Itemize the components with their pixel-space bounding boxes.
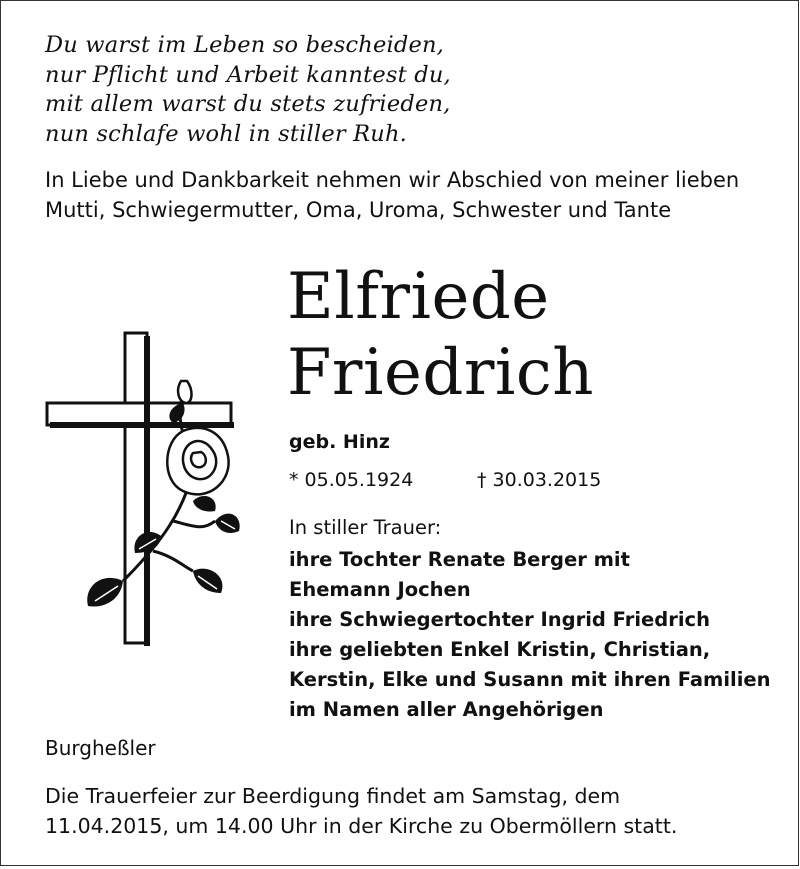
intro-text bbox=[45, 165, 775, 225]
poem bbox=[45, 31, 451, 149]
mourner-line: Ehemann Jochen bbox=[289, 578, 471, 601]
death-date: † 30.03.2015 bbox=[477, 469, 602, 491]
mourner-line: im Namen aller Angehörigen bbox=[289, 698, 604, 721]
funeral-notice bbox=[45, 781, 765, 841]
birth-date: * 05.05.1924 bbox=[289, 469, 414, 491]
intro-line: In Liebe und Dankbarkeit nehmen wir Abschied von meiner lieben bbox=[45, 168, 740, 192]
funeral-line: 11.04.2015, um 14.00 Uhr in der Kirche zu Obermöllern statt. bbox=[45, 814, 678, 838]
poem-line: nur Pflicht und Arbeit kanntest du, bbox=[45, 61, 451, 88]
mourners-list bbox=[289, 545, 771, 725]
cross-with-rose-icon bbox=[43, 331, 243, 651]
intro-line: Mutti, Schwiegermutter, Oma, Uroma, Schwester und Tante bbox=[45, 198, 672, 222]
poem-line: nun schlafe wohl in stiller Ruh. bbox=[45, 120, 408, 147]
place-name: Burgheßler bbox=[45, 736, 156, 760]
mourner-line: ihre Schwiegertochter Ingrid Friedrich bbox=[289, 608, 710, 631]
last-name: Friedrich bbox=[287, 336, 594, 410]
deceased-name bbox=[287, 259, 594, 411]
first-name: Elfriede bbox=[287, 260, 550, 334]
maiden-name: geb. Hinz bbox=[289, 431, 390, 453]
poem-line: mit allem warst du stets zufrieden, bbox=[45, 91, 451, 117]
mourner-line: Kerstin, Elke und Susann mit ihren Familien bbox=[289, 668, 771, 691]
funeral-line: Die Trauerfeier zur Beerdigung findet am Samstag, dem bbox=[45, 784, 621, 808]
mourners-heading: In stiller Trauer: bbox=[289, 516, 442, 539]
mourner-line: ihre geliebten Enkel Kristin, Christian, bbox=[289, 638, 711, 661]
poem-line: Du warst im Leben so bescheiden, bbox=[45, 32, 445, 58]
mourner-line: ihre Tochter Renate Berger mit bbox=[289, 548, 630, 571]
